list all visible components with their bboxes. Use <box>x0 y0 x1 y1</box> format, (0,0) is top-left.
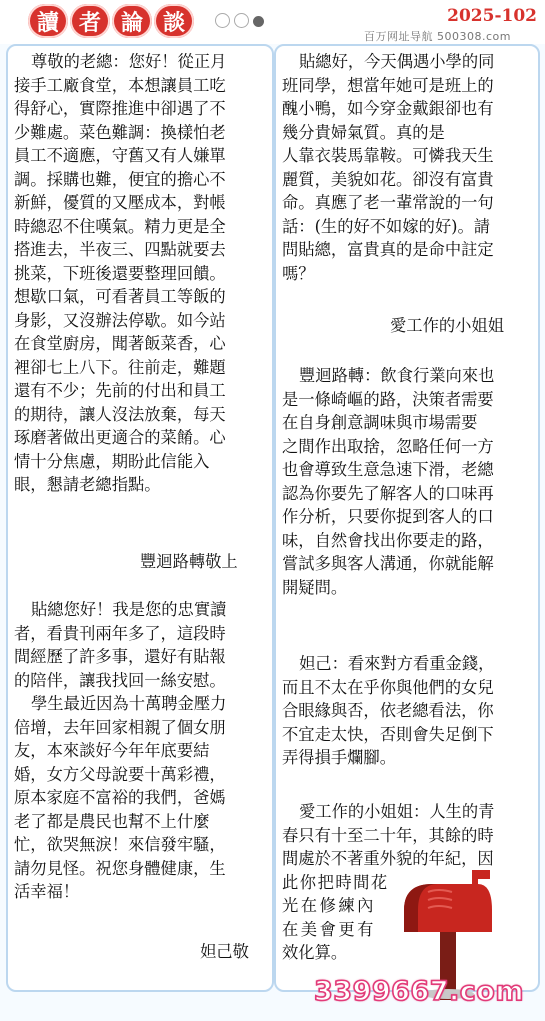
reply-2-body <box>282 652 536 770</box>
text-line: 班同學，想當年她可是班上的 <box>282 75 494 95</box>
text-line: 認為你要先了解客人的口味再 <box>282 483 494 503</box>
text-line: 話：(生的好不如嫁的好)。請 <box>282 216 491 236</box>
text-line: 間經歷了許多事，還好有貼報 <box>14 647 226 666</box>
text-line: 醜小鴨，如今穿金戴銀卻也有 <box>282 99 494 118</box>
text-line: 老了都是農民也幫不上什麼 <box>14 811 210 831</box>
text-line: 挑菜，下班後還要整理回饋。 <box>14 263 226 283</box>
dot-icon <box>253 16 264 27</box>
dot-icon <box>234 13 249 28</box>
column-title <box>28 4 194 38</box>
text-line: 在美會更有 <box>282 919 376 939</box>
text-line: 問貼總，富貴真的是命中註定 <box>282 240 494 259</box>
text-line: 貼總您好！我是您的忠實讀 <box>31 600 227 619</box>
letter-1-signature: 豐迴路轉敬上 <box>140 552 238 571</box>
text-line: 少難處。菜色難調：換樣怕老 <box>14 122 226 142</box>
text-line: 還有不少；先前的付出和員工 <box>14 381 226 400</box>
text-line: 也會導致生意急速下滑，老總 <box>282 460 494 479</box>
text-line: 愛工作的小姐姐：人生的青 <box>299 802 495 821</box>
text-line: 學生最近因為十萬聘金壓力 <box>31 694 227 713</box>
text-line: 而且不太在乎你與他們的女兒 <box>282 677 494 697</box>
text-line: 不宜走太快，否則會失足倒下 <box>282 724 494 744</box>
site-watermark: 3399667.com <box>314 976 524 1007</box>
text-line: 命。真應了老一輩常說的一句 <box>282 193 494 212</box>
title-char: 論 <box>112 4 152 38</box>
text-line: 春只有十至二十年，其餘的時 <box>282 825 494 845</box>
text-line: 在自身創意調味與市場需要 <box>282 413 478 432</box>
text-line: 尊敬的老總：您好！從正月 <box>31 52 227 71</box>
text-line: 想歇口氣，可看著員工等飯的 <box>14 287 226 306</box>
text-line: 豐迴路轉：飲食行業向來也 <box>299 366 495 385</box>
text-line: 妲己：看來對方看重金錢， <box>299 654 495 673</box>
text-line: 合眼緣與否，依老總看法，你 <box>282 701 494 720</box>
reply-1-body <box>282 364 536 599</box>
title-char: 者 <box>70 4 110 38</box>
title-char: 談 <box>154 4 194 38</box>
text-line: 貼總好，今天偶遇小學的同 <box>299 52 495 71</box>
text-line: 味，自然會找出你要走的路， <box>282 530 494 550</box>
text-line: 此你把時間花 <box>282 872 389 892</box>
issue-number: 2025-102 <box>447 6 537 26</box>
text-line: 幾分貴婦氣質。真的是 <box>282 122 445 142</box>
text-line: 新鮮，優質的又壓成本，對帳 <box>14 193 226 212</box>
text-line: 琢磨著做出更適合的菜餚。心 <box>14 428 226 447</box>
text-line: 身影，又沒辦法停歇。如今站 <box>14 310 226 330</box>
text-line: 原本家庭不富裕的我們，爸媽 <box>14 788 226 807</box>
text-line: 調。採購也難，便宜的擔心不 <box>14 169 226 189</box>
text-line: 作分析，只要你捉到客人的口 <box>282 507 494 526</box>
text-line: 情十分焦慮，期盼此信能入 <box>14 451 210 471</box>
text-line: 眼，懇請老總指點。 <box>14 475 161 494</box>
text-line: 接手工廠食堂，本想讓員工吃 <box>14 75 226 95</box>
text-line: 嘗試多與客人溝通，你就能解 <box>282 554 494 573</box>
text-line: 忙，欲哭無淚！來信發牢騷， <box>14 835 226 854</box>
text-line: 得舒心，實際推進中卻遇了不 <box>14 99 226 118</box>
text-line: 在食堂廚房，聞著飯菜香，心 <box>14 334 226 353</box>
text-line: 婚，女方父母說要十萬彩禮， <box>14 764 226 784</box>
text-line: 弄得損手爛腳。 <box>282 748 396 767</box>
text-line: 活幸福！ <box>14 882 80 901</box>
text-line: 開疑問。 <box>282 577 348 597</box>
decorative-dots <box>215 13 264 28</box>
letter-2-body <box>14 598 268 904</box>
text-line: 嗎？ <box>282 263 315 283</box>
letter-1-body <box>14 50 268 497</box>
letter-2-signature: 妲己敬 <box>200 942 249 961</box>
title-char: 讀 <box>28 4 68 38</box>
text-line: 請勿見怪。祝您身體健康，生 <box>14 858 226 878</box>
dot-icon <box>215 13 230 28</box>
letter-3-signature: 愛工作的小姐姐 <box>390 316 504 335</box>
text-line: 時總忍不住嘆氣。精力更是全 <box>14 216 226 236</box>
text-line: 人靠衣裝馬靠鞍。可憐我天生 <box>282 146 494 165</box>
text-line: 員工不適應，守舊又有人嫌單 <box>14 146 226 165</box>
text-line: 是一條崎嶇的路，決策者需要 <box>282 389 494 409</box>
text-line: 間處於不著重外貌的年紀，因 <box>282 849 494 868</box>
text-line: 光在修練內 <box>282 896 376 915</box>
text-line: 效化算。 <box>282 943 348 962</box>
text-line: 的期待，讓人沒法放棄，每天 <box>14 404 226 424</box>
site-note: 百万网址导航 500308.com <box>364 30 511 43</box>
text-line: 搭進去，半夜三、四點就要去 <box>14 240 226 259</box>
text-line: 者，看貴刊兩年多了，這段時 <box>14 623 226 643</box>
text-line: 友，本來談好今年年底要結 <box>14 741 210 760</box>
text-line: 裡卻七上八下。往前走，難題 <box>14 357 226 377</box>
text-line: 的陪伴，讓我找回一絲安慰。 <box>14 670 226 690</box>
header <box>0 0 545 44</box>
text-line: 麗質，美貌如花。卻沒有富貴 <box>282 169 494 189</box>
letter-3-body <box>282 50 536 285</box>
text-line: 倍增，去年回家相親了個女朋 <box>14 717 226 737</box>
text-line: 之間作出取捨，忽略任何一方 <box>282 436 494 456</box>
